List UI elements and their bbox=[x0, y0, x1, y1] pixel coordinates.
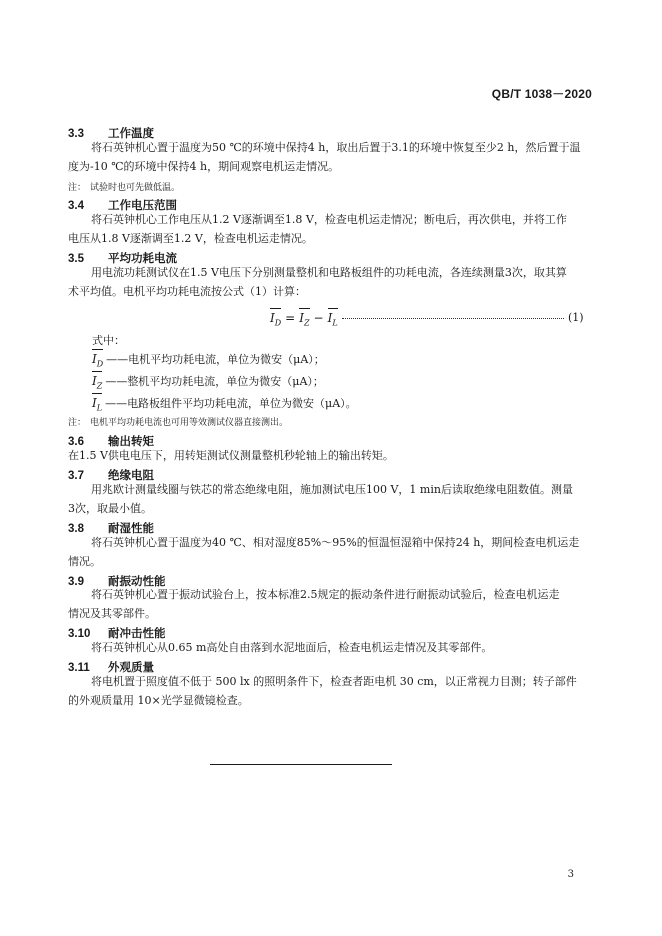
paragraph-line: 的外观质量用 10×光学显微镜检查。 bbox=[68, 694, 249, 707]
section-title: 平均功耗电流 bbox=[108, 253, 177, 265]
header-standard-code: QB/T 1038－2020 bbox=[491, 87, 592, 101]
section-title: 工作电压范围 bbox=[108, 200, 177, 212]
section-title: 耐振动性能 bbox=[108, 576, 166, 588]
note-text: 电机平均功耗电流也可用等效测试仪器直接测出。 bbox=[90, 418, 289, 428]
symbol-i-l: $I_L$ bbox=[328, 311, 338, 327]
note-3-5 bbox=[68, 415, 288, 428]
paragraph-3-9 bbox=[68, 585, 594, 623]
section-number: 3.3 bbox=[68, 128, 84, 140]
page-number: 3 bbox=[567, 869, 574, 880]
section-number: 3.10 bbox=[68, 628, 91, 640]
section-title: 输出转矩 bbox=[108, 436, 154, 448]
paragraph-line: 情况及其零部件。 bbox=[68, 607, 156, 620]
paragraph-3-5 bbox=[68, 263, 594, 301]
end-rule bbox=[210, 764, 392, 765]
section-number: 3.6 bbox=[68, 436, 84, 448]
equals-sign: = bbox=[285, 311, 296, 325]
symbol-i-z: $I_Z$ bbox=[92, 374, 102, 390]
paragraph-3-6 bbox=[45, 446, 571, 465]
note-label: 注： bbox=[68, 418, 87, 428]
definition-text: ——电机平均功耗电流，单位为微安（μA）； bbox=[106, 353, 325, 366]
paragraph-line: 术平均值。电机平均功耗电流按公式（1）计算： bbox=[68, 285, 306, 298]
section-title: 绝缘电阻 bbox=[108, 470, 154, 482]
paragraph-line: 将石英钟机心工作电压从1.2 V逐渐调至1.8 V，检查电机运走情况；断电后，再次供电，并将工作 bbox=[91, 213, 567, 226]
paragraph-3-3 bbox=[68, 138, 594, 176]
definition-text: ——电路板组件平均功耗电流，单位为微安（μA）。 bbox=[105, 397, 357, 410]
paragraph-line: 3次，取最小值。 bbox=[68, 502, 152, 515]
section-title: 耐冲击性能 bbox=[108, 628, 166, 640]
symbol-i-z: $I_Z$ bbox=[299, 311, 309, 327]
definition-text: ——整机平均功耗电流，单位为微安（μA）； bbox=[105, 375, 324, 388]
paragraph-line: 情况。 bbox=[68, 555, 101, 568]
paragraph-line: 将石英钟机心置于振动试验台上，按本标准2.5规定的振动条件进行耐振动试验后，检查电机运走 bbox=[91, 588, 560, 601]
paragraph-line: 将石英钟机心置于温度为40 ℃、相对湿度85%～95%的恒温恒湿箱中保持24 h，期间检查电机运走 bbox=[91, 536, 580, 549]
section-number: 3.7 bbox=[68, 470, 84, 482]
note-label: 注： bbox=[68, 183, 87, 193]
paragraph-3-10 bbox=[68, 638, 594, 657]
section-number: 3.4 bbox=[68, 200, 84, 212]
definition-i-d bbox=[92, 351, 325, 368]
paragraph-line: 将电机置于照度值不低于 500 lx 的照明条件下，检查者距电机 30 cm，以正常视力目测；转子部件 bbox=[91, 675, 577, 688]
note-3-3 bbox=[68, 180, 180, 193]
paragraph-line: 将石英钟机心从0.65 m高处自由落到水泥地面后，检查电机运走情况及其零部件。 bbox=[91, 641, 493, 654]
paragraph-line: 用电流功耗测试仪在1.5 V电压下分别测量整机和电路板组件的功耗电流，各连续测量3次，取其算 bbox=[91, 266, 567, 279]
minus-sign: − bbox=[313, 311, 324, 325]
leader-dots bbox=[342, 318, 564, 319]
definition-i-l bbox=[92, 395, 357, 412]
symbol-i-d: $I_D$ bbox=[270, 311, 281, 327]
paragraph-line: 电压从1.8 V逐渐调至1.2 V，检查电机运走情况。 bbox=[68, 232, 313, 245]
section-number: 3.5 bbox=[68, 253, 84, 265]
symbol-i-d: $I_D$ bbox=[92, 352, 103, 368]
symbol-i-l: $I_L$ bbox=[92, 396, 102, 412]
note-text: 试验时也可先做低温。 bbox=[90, 183, 181, 193]
paragraph-line: 用兆欧计测量线圈与铁芯的常态绝缘电阻，施加测试电压100 V，1 min后读取绝缘电阻数值。测量 bbox=[91, 483, 573, 496]
formula-expression bbox=[270, 311, 338, 327]
where-label: 式中： bbox=[92, 334, 125, 347]
definition-i-z bbox=[92, 373, 324, 390]
paragraph-line: 将石英钟机心置于温度为50 ℃的环境中保持4 h，取出后置于3.1的环境中恢复至少2 h，然后置于温 bbox=[91, 141, 581, 154]
section-title: 耐湿性能 bbox=[108, 523, 154, 535]
section-title: 工作温度 bbox=[108, 128, 154, 140]
paragraph-3-7 bbox=[68, 480, 594, 518]
formula-1 bbox=[200, 311, 586, 331]
paragraph-3-11 bbox=[68, 672, 594, 710]
section-title: 外观质量 bbox=[108, 662, 154, 674]
section-number: 3.8 bbox=[68, 523, 84, 535]
formula-number: (1) bbox=[568, 311, 584, 324]
paragraph-3-4 bbox=[68, 210, 594, 248]
paragraph-line: 度为-10 ℃的环境中保持4 h，期间观察电机运走情况。 bbox=[68, 160, 340, 173]
paragraph-line: 在1.5 V供电电压下，用转矩测试仪测量整机秒轮轴上的输出转矩。 bbox=[68, 449, 394, 462]
paragraph-3-8 bbox=[68, 533, 594, 571]
section-number: 3.9 bbox=[68, 576, 84, 588]
section-number: 3.11 bbox=[68, 662, 90, 674]
